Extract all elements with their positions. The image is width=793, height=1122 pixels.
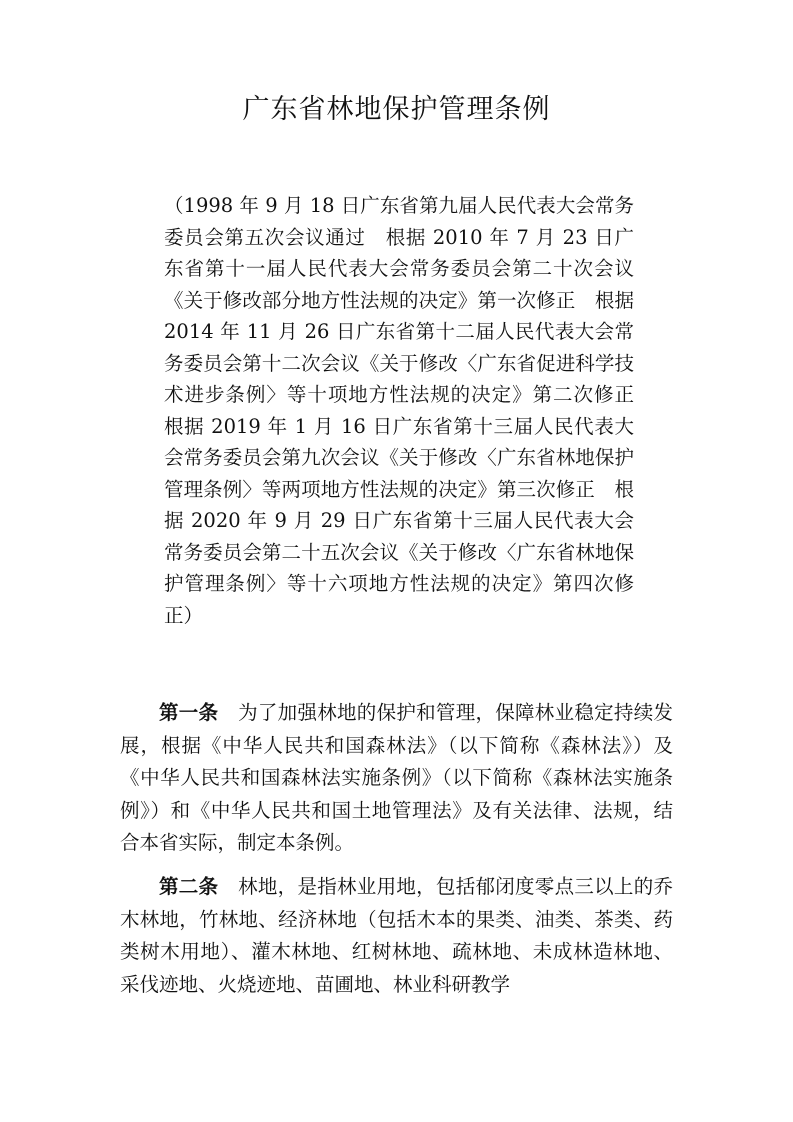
document-title: 广东省林地保护管理条例: [242, 94, 551, 125]
amendment-note: （1998 年 9 月 18 日广东省第九届人民代表大会常务委员会第五次会议通过 根据 2010 年 7 月 23 日广东省第十一届人民代表大会常务委员会第二十次会议《关于修改部分地方性法规的决定》第一次修正 根据 2014 年 11 月 26 日广东省第十二届人民代表大会常务委员会第十二次会议《关于修改〈广东省促进科学技术进步条例〉等十项地方性法规的决定》第二次修正 根据 2019 年 1 月 16 日广东省第十三届人民代表大会常务委员会第九次会议《关于修改〈广东省林地保护管理条例〉等两项地方性法规的决定》第三次修正 根据 2020 年 9 月 29 日广东省第十三届人民代表大会常务委员会第二十五次会议《关于修改〈广东省林地保护管理条例〉等十六项地方性法规的决定》第四次修正）: [164, 194, 654, 627]
article-1-text: 为了加强林地的保护和管理，保障林业稳定持续发展，根据《中华人民共和国森林法》（以下简称《森林法》）及《中华人民共和国森林法实施条例》（以下简称《森林法实施条例》）和《中华人民共和国土地管理法》及有关法律、法规，结合本省实际，制定本条例。: [120, 701, 673, 855]
article-1-label: 第一条: [159, 701, 219, 724]
article-2-text: 林地，是指林业用地，包括郁闭度零点三以上的乔木林地，竹林地、经济林地（包括木本的果类、油类、茶类、药类树木用地）、灌木林地、红树林地、疏林地、未成林造林地、采伐迹地、火烧迹地、苗圃地、林业科研教学: [120, 875, 673, 996]
article-2: [120, 871, 673, 1001]
article-1: [120, 697, 673, 860]
article-2-label: 第二条: [159, 875, 219, 898]
